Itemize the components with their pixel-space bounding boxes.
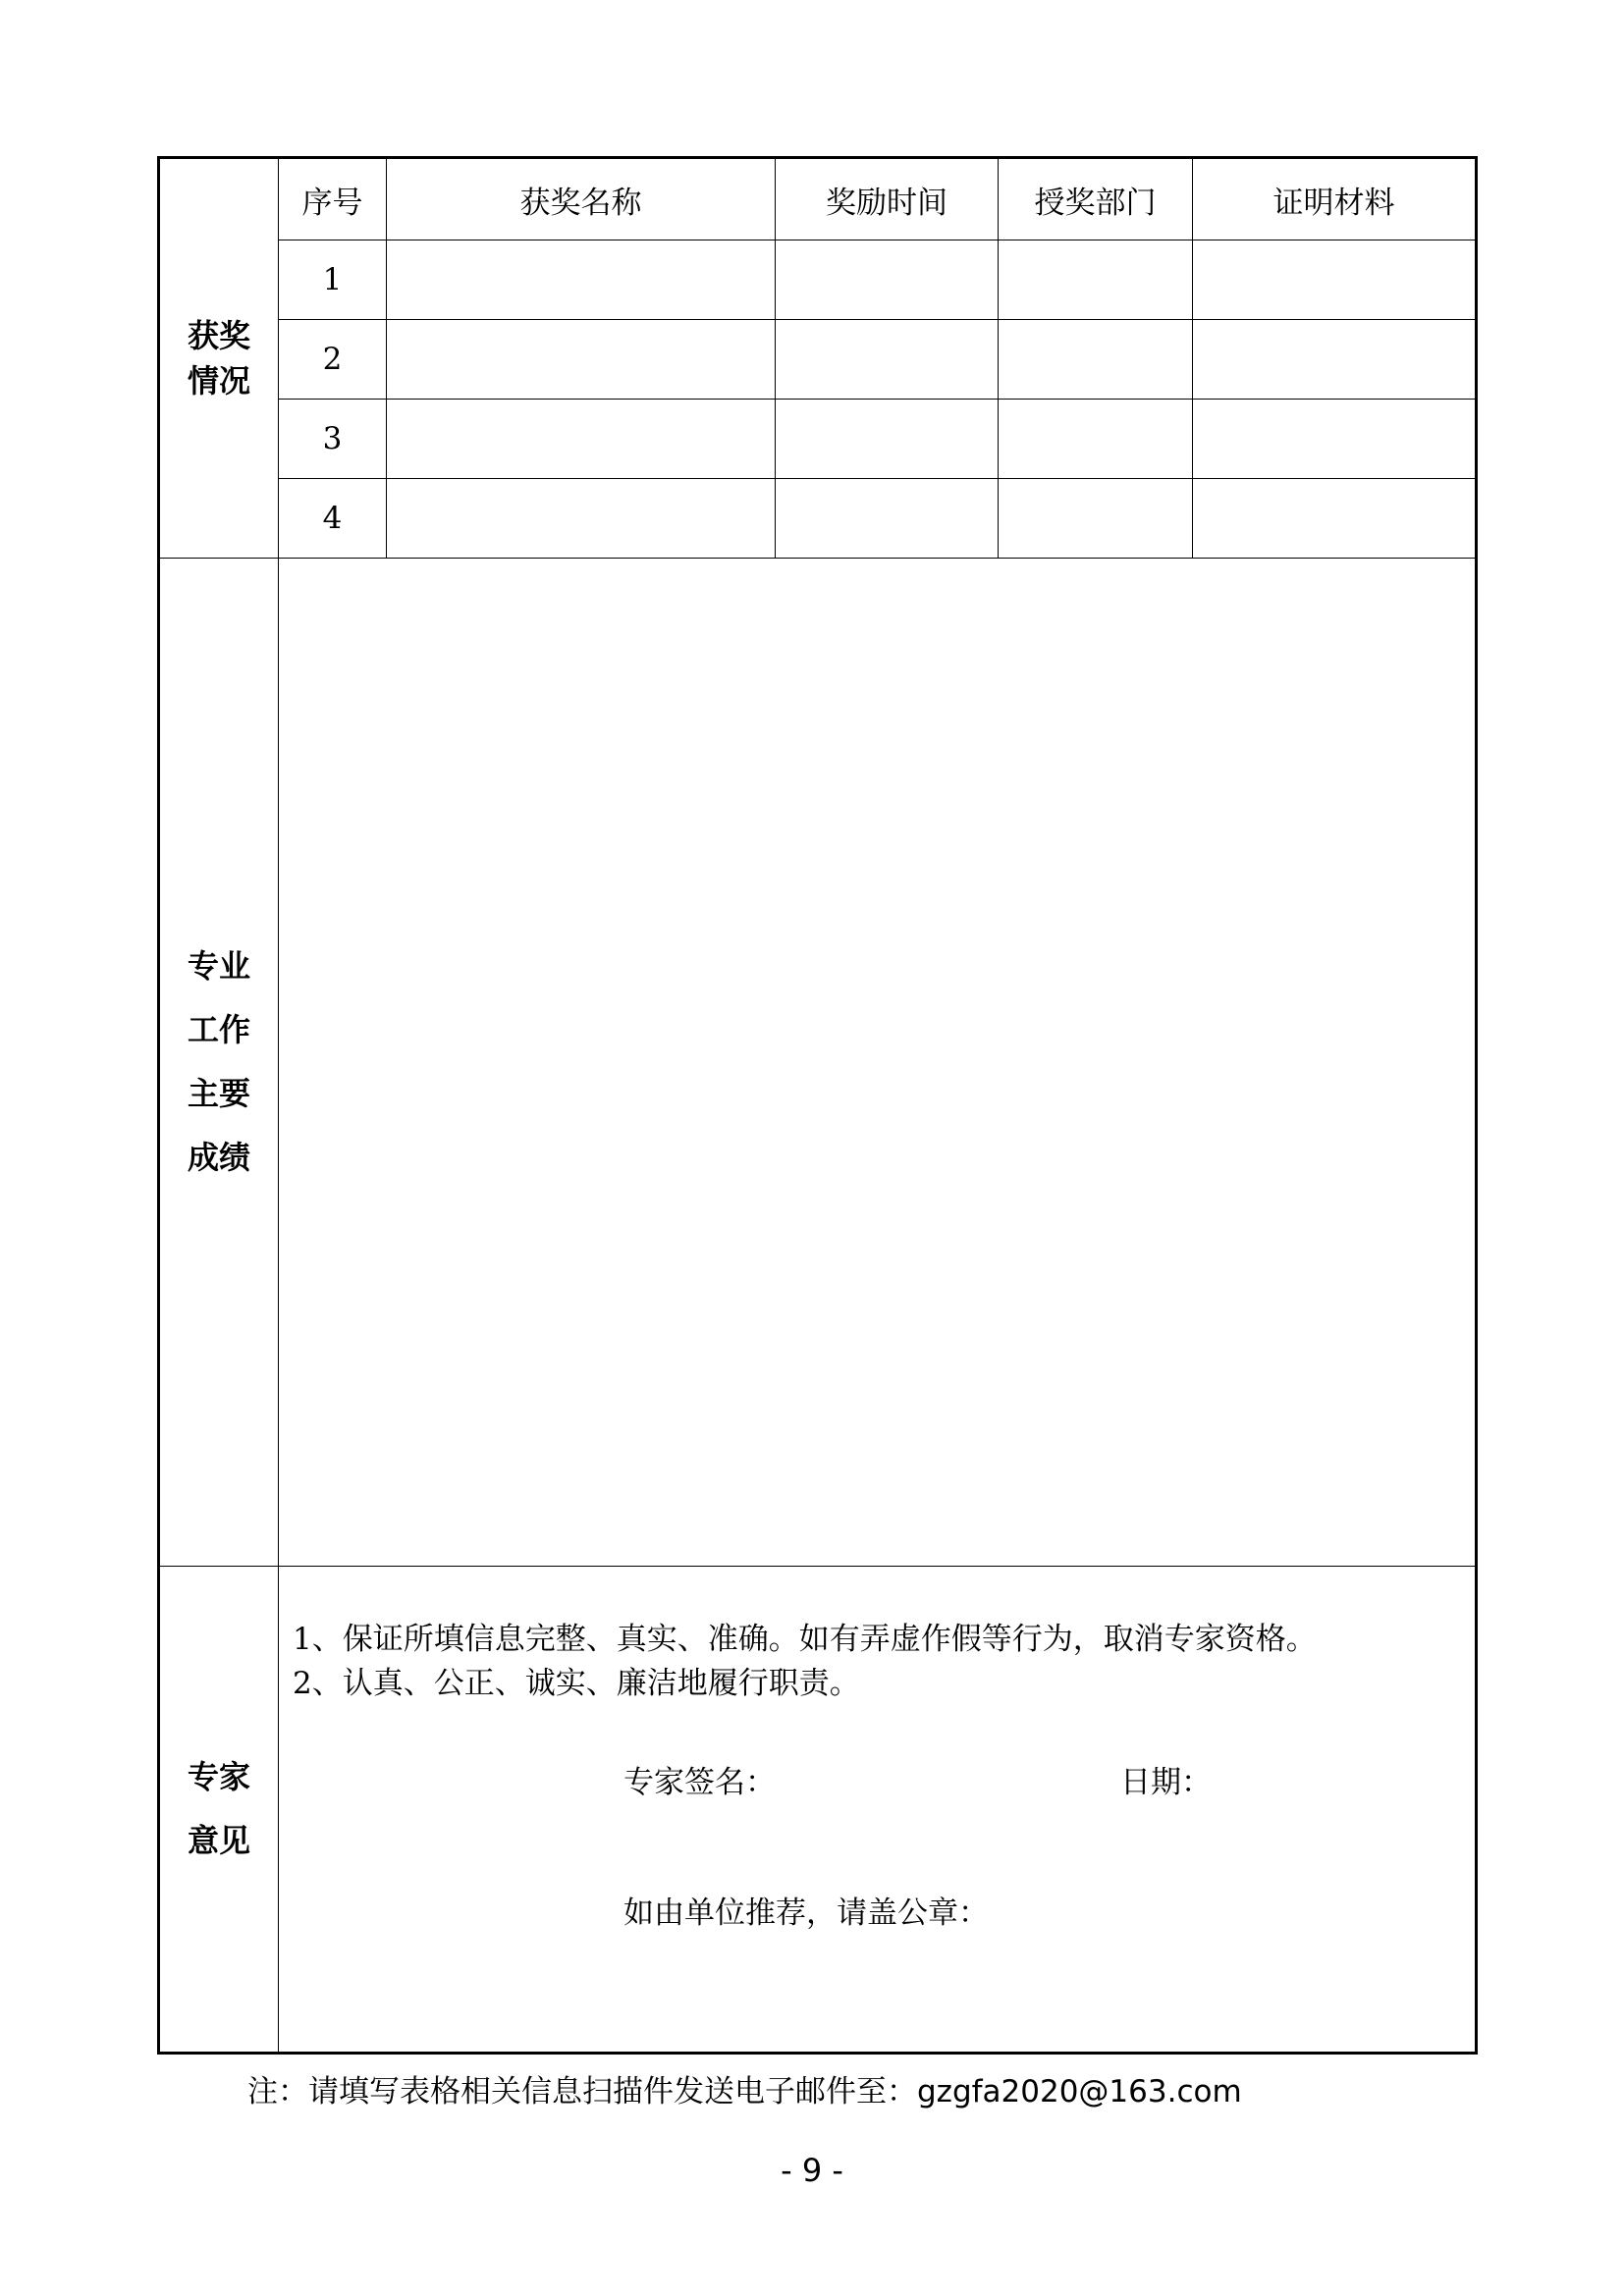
opinion-label-line: 专家 [187, 1758, 250, 1795]
achievements-label-line: 工作 [187, 1011, 250, 1048]
opinion-pledge-line-2: 2、认真、公正、诚实、廉洁地履行职责。 [293, 1666, 860, 1701]
achievements-content-area[interactable] [279, 559, 1475, 1566]
header-award-name: 获奖名称 [519, 185, 642, 221]
row-1-proof-field[interactable] [1193, 240, 1475, 319]
row-1-award-name-field[interactable] [387, 240, 775, 319]
footer-note [247, 2066, 1242, 2110]
row-1-award-time-field[interactable] [776, 240, 998, 319]
row-3-serial: 3 [322, 421, 343, 456]
row-3-proof-field[interactable] [1193, 400, 1475, 478]
row-3-department-field[interactable] [999, 400, 1192, 478]
achievements-label-line: 成绩 [187, 1139, 250, 1176]
achievements-label-line: 专业 [187, 947, 250, 985]
footer-note-text: 注：请填写表格相关信息扫描件发送电子邮件至： [247, 2074, 917, 2109]
row-4-award-name-field[interactable] [387, 479, 775, 558]
row-2-award-name-field[interactable] [387, 320, 775, 399]
row-4-serial: 4 [322, 501, 343, 536]
row-1-department-field[interactable] [999, 240, 1192, 319]
row-2-serial: 2 [322, 342, 343, 377]
header-award-time: 奖励时间 [826, 185, 947, 221]
row-4-award-time-field[interactable] [776, 479, 998, 558]
row-1-serial: 1 [322, 262, 343, 297]
header-serial-number: 序号 [301, 185, 363, 221]
stamp-label: 如由单位推荐，请盖公章： [623, 1896, 989, 1931]
row-4-department-field[interactable] [999, 479, 1192, 558]
date-label: 日期： [1120, 1765, 1212, 1800]
row-2-award-time-field[interactable] [776, 320, 998, 399]
header-proof-material: 证明材料 [1272, 185, 1395, 221]
achievements-section-label [160, 559, 278, 1566]
opinion-pledge-line-1: 1、保证所填信息完整、真实、准确。如有弄虚作假等行为，取消专家资格。 [293, 1622, 1317, 1657]
row-3-award-time-field[interactable] [776, 400, 998, 478]
awards-label-line: 情况 [187, 362, 250, 400]
opinion-section-label [160, 1567, 278, 2052]
opinion-label-line: 意见 [187, 1822, 250, 1859]
row-3-award-name-field[interactable] [387, 400, 775, 478]
header-award-department: 授奖部门 [1034, 185, 1157, 221]
signature-label: 专家签名： [623, 1765, 776, 1800]
row-2-department-field[interactable] [999, 320, 1192, 399]
expert-form-table [157, 156, 1478, 2055]
row-4-proof-field[interactable] [1193, 479, 1475, 558]
footer-email-link[interactable]: gzgfa2020@163.com [917, 2074, 1242, 2109]
row-2-proof-field[interactable] [1193, 320, 1475, 399]
achievements-label-line: 主要 [187, 1075, 250, 1112]
awards-section-label [160, 159, 278, 558]
awards-label-line: 获奖 [187, 317, 250, 354]
divider-achievements-bottom [160, 1566, 1475, 1567]
page-number: - 9 - [781, 2152, 843, 2189]
